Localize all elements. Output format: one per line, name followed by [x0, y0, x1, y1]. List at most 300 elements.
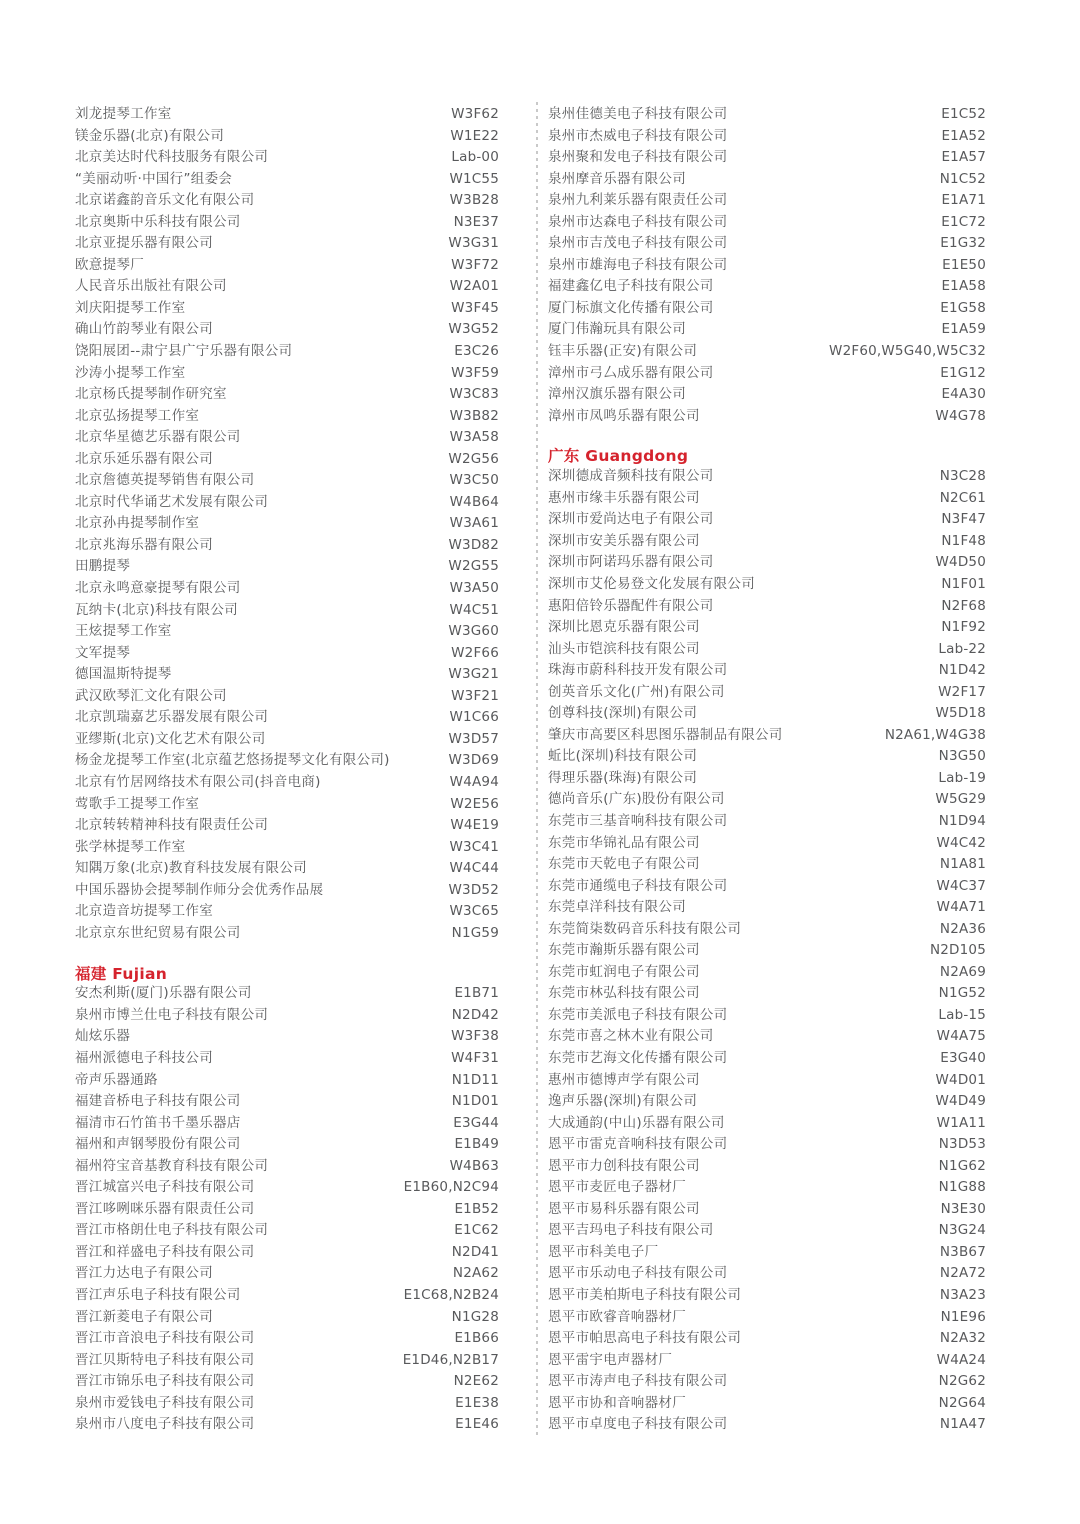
exhibitor-name: 亚缪斯(北京)文化艺术有限公司 — [75, 730, 266, 747]
exhibitor-row — [75, 233, 499, 255]
exhibitor-row — [75, 513, 499, 535]
exhibitor-name: 创英音乐文化(广州)有限公司 — [548, 683, 725, 700]
booth-code: W3D69 — [448, 752, 499, 769]
exhibitor-name: 晋江城富兴电子科技有限公司 — [75, 1179, 255, 1196]
exhibitor-row — [75, 1263, 499, 1285]
booth-code: N1G59 — [451, 924, 499, 941]
exhibitor-name: 恩平吉玛电子科技有限公司 — [548, 1222, 714, 1239]
exhibitor-name: 恩平市乐动电子科技有限公司 — [548, 1265, 728, 1282]
section-header: 广东 Guangdong — [548, 447, 689, 466]
exhibitor-row — [548, 725, 986, 747]
booth-code: N3A23 — [939, 1287, 986, 1304]
exhibitor-row — [75, 858, 499, 880]
exhibitor-name: 蚯比(深圳)科技有限公司 — [548, 748, 698, 765]
booth-code: E1B52 — [454, 1200, 499, 1217]
booth-code: E1A52 — [941, 127, 986, 144]
exhibitor-row — [548, 552, 986, 574]
booth-code: N1A47 — [939, 1416, 986, 1433]
exhibitor-name: 泉州佳德美电子科技有限公司 — [548, 106, 728, 122]
booth-code: W4F31 — [451, 1050, 499, 1067]
exhibitor-row — [548, 298, 986, 320]
exhibitor-row — [75, 363, 499, 385]
booth-code: N2D105 — [929, 942, 986, 959]
booth-code: Lab-00 — [451, 149, 499, 166]
exhibitor-name: 武汉欧琴汇文化有限公司 — [75, 687, 227, 704]
exhibitor-name: 深圳市艾伦易登文化发展有限公司 — [548, 575, 755, 592]
exhibitor-row — [75, 837, 499, 859]
exhibitor-row — [75, 729, 499, 751]
booth-code: W3C50 — [449, 472, 499, 489]
exhibitor-name: 沙涛小提琴工作室 — [75, 364, 186, 381]
exhibitor-row — [75, 1220, 499, 1242]
booth-code: N3G24 — [938, 1222, 986, 1239]
booth-code: W4A24 — [936, 1351, 986, 1368]
booth-code: W3G21 — [448, 666, 499, 683]
exhibitor-row — [75, 1048, 499, 1070]
exhibitor-row — [548, 617, 986, 639]
booth-code: E1D46,N2B17 — [402, 1351, 499, 1368]
booth-code: N2A36 — [939, 920, 986, 937]
exhibitor-row — [75, 1005, 499, 1027]
booth-code: N2A61,W4G38 — [884, 726, 986, 743]
exhibitor-row — [548, 126, 986, 148]
booth-code: N2A32 — [939, 1330, 986, 1347]
exhibitor-name: 刘龙提琴工作室 — [75, 106, 172, 122]
exhibitor-row — [75, 815, 499, 837]
exhibitor-name: 东莞市华锦礼品有限公司 — [548, 834, 700, 851]
exhibitor-row — [75, 255, 499, 277]
exhibitor-name: 北京永鸣意豪提琴有限公司 — [75, 580, 241, 597]
exhibitor-row — [75, 1070, 499, 1092]
exhibitor-row — [75, 1113, 499, 1135]
exhibitor-name: 漳州市弓厶成乐器有限公司 — [548, 364, 714, 381]
exhibitor-name: 恩平市美柏斯电子科技有限公司 — [548, 1287, 742, 1304]
booth-code: N3E37 — [453, 213, 499, 230]
exhibitor-row — [75, 621, 499, 643]
exhibitor-name: 东莞市艺海文化传播有限公司 — [548, 1050, 728, 1067]
booth-code: E1A59 — [941, 321, 986, 338]
exhibitor-row — [548, 1156, 986, 1178]
exhibitor-row — [75, 1393, 499, 1415]
exhibitor-row — [75, 1177, 499, 1199]
exhibitor-name: 深圳市安美乐器有限公司 — [548, 532, 700, 549]
exhibitor-name: 莺歌手工提琴工作室 — [75, 795, 200, 812]
exhibitor-name: 北京华星德艺乐器有限公司 — [75, 429, 241, 446]
booth-code: N1C52 — [939, 170, 986, 187]
exhibitor-row — [548, 789, 986, 811]
exhibitor-row — [75, 1371, 499, 1393]
exhibitor-row — [75, 298, 499, 320]
exhibitor-row — [75, 1156, 499, 1178]
booth-code: W3F59 — [451, 364, 499, 381]
booth-code: W4C44 — [449, 860, 499, 877]
exhibitor-row — [75, 1285, 499, 1307]
exhibitor-name: 安杰利斯(厦门)乐器有限公司 — [75, 985, 252, 1002]
exhibitor-name: 恩平市力创科技有限公司 — [548, 1157, 700, 1174]
exhibitor-name: 汕头市铠滨科技有限公司 — [548, 640, 700, 657]
exhibitor-name: 恩平市易科乐器有限公司 — [548, 1200, 700, 1217]
exhibitor-row — [548, 746, 986, 768]
exhibitor-name: 晋江市锦乐电子科技有限公司 — [75, 1373, 255, 1390]
exhibitor-name: 深圳市爱尚达电子有限公司 — [548, 511, 714, 528]
exhibitor-row — [548, 854, 986, 876]
exhibitor-name: 东莞简柒数码音乐科技有限公司 — [548, 920, 742, 937]
booth-code: N1D42 — [938, 662, 986, 679]
booth-code: E3C26 — [454, 343, 499, 360]
booth-code: W5G29 — [935, 791, 986, 808]
booth-code: W4B64 — [449, 493, 499, 510]
booth-code: N1F01 — [941, 575, 986, 592]
exhibitor-name: 北京造音坊提琴工作室 — [75, 903, 213, 920]
booth-code: N3E30 — [940, 1200, 986, 1217]
booth-code: W3C41 — [449, 838, 499, 855]
exhibitor-row — [75, 535, 499, 557]
booth-code: W3D52 — [448, 881, 499, 898]
exhibitor-row — [548, 466, 986, 488]
booth-code: W4D01 — [935, 1071, 986, 1088]
exhibitor-name: 逸声乐器(深圳)有限公司 — [548, 1093, 698, 1110]
booth-code: N2A62 — [452, 1265, 499, 1282]
exhibitor-name: 福州符宝音基教育科技有限公司 — [75, 1157, 269, 1174]
exhibitor-row — [548, 574, 986, 596]
exhibitor-name: 得理乐器(珠海)有限公司 — [548, 769, 698, 786]
exhibitor-row — [548, 768, 986, 790]
exhibitor-row — [548, 897, 986, 919]
booth-code: W4A75 — [936, 1028, 986, 1045]
booth-code: N1G28 — [451, 1308, 499, 1325]
exhibitor-row — [548, 190, 986, 212]
exhibitor-name: 漳州汉旗乐器有限公司 — [548, 386, 686, 403]
exhibitor-row — [548, 919, 986, 941]
booth-code: N1G62 — [938, 1157, 986, 1174]
booth-code: E4A30 — [941, 386, 986, 403]
booth-code: W3F21 — [451, 687, 499, 704]
exhibitor-name: 中国乐器协会提琴制作师分会优秀作品展 — [75, 881, 324, 898]
booth-code: E1A71 — [941, 192, 986, 209]
exhibitor-row — [75, 686, 499, 708]
exhibitor-name: 帝声乐器通路 — [75, 1071, 158, 1088]
exhibitor-name: 北京兆海乐器有限公司 — [75, 536, 213, 553]
exhibitor-name: 厦门标旗文化传播有限公司 — [548, 299, 714, 316]
exhibitor-row — [548, 1350, 986, 1372]
exhibitor-row — [75, 492, 499, 514]
booth-code: W3F62 — [451, 106, 499, 122]
exhibitor-name: 晋江声乐电子科技有限公司 — [75, 1287, 241, 1304]
exhibitor-name: 北京转转精神科技有限责任公司 — [75, 817, 269, 834]
exhibitor-row — [75, 126, 499, 148]
exhibitor-row — [548, 1134, 986, 1156]
exhibitor-name: 东莞市喜之林木业有限公司 — [548, 1028, 714, 1045]
exhibitor-name: 泉州市雄海电子科技有限公司 — [548, 256, 728, 273]
exhibitor-row — [548, 509, 986, 531]
booth-code: N2A72 — [939, 1265, 986, 1282]
exhibitor-name: 北京时代华诵艺术发展有限公司 — [75, 493, 269, 510]
booth-code: W3A58 — [449, 429, 499, 446]
booth-code: E1B60,N2C94 — [403, 1179, 499, 1196]
exhibitor-name: 创尊科技(深圳)有限公司 — [548, 705, 698, 722]
booth-code: E1B66 — [454, 1330, 499, 1347]
booth-code: N3C28 — [939, 468, 986, 485]
exhibitor-row — [548, 384, 986, 406]
exhibitor-row — [75, 212, 499, 234]
booth-code: W4C37 — [936, 877, 986, 894]
exhibitor-row — [75, 1026, 499, 1048]
booth-code: Lab-19 — [938, 769, 986, 786]
exhibitor-name: 深圳市阿诺玛乐器有限公司 — [548, 554, 714, 571]
exhibitor-row — [548, 1113, 986, 1135]
exhibitor-name: 深圳比恩克乐器有限公司 — [548, 619, 700, 636]
booth-code: W3A61 — [449, 515, 499, 532]
exhibitor-name: 北京美达时代科技服务有限公司 — [75, 149, 269, 166]
exhibitor-name: 北京孙冉提琴制作室 — [75, 515, 200, 532]
exhibitor-row — [75, 578, 499, 600]
booth-code: W4C51 — [449, 601, 499, 618]
exhibitor-row — [75, 406, 499, 428]
booth-code: N1D01 — [451, 1093, 499, 1110]
exhibitor-name: 张学林提琴工作室 — [75, 838, 186, 855]
booth-code: W2E56 — [450, 795, 499, 812]
exhibitor-name: 北京京东世纪贸易有限公司 — [75, 924, 241, 941]
exhibitor-row — [548, 169, 986, 191]
booth-code: Lab-22 — [938, 640, 986, 657]
booth-code: N1A81 — [939, 856, 986, 873]
exhibitor-name: 惠阳倍铃乐器配件有限公司 — [548, 597, 714, 614]
booth-code: Lab-15 — [938, 1006, 986, 1023]
exhibitor-name: 恩平市涛声电子科技有限公司 — [548, 1373, 728, 1390]
booth-code: W1C66 — [449, 709, 499, 726]
exhibitor-name: 东莞市天乾电子有限公司 — [548, 856, 700, 873]
booth-code: E1A58 — [941, 278, 986, 295]
exhibitor-row — [548, 147, 986, 169]
exhibitor-name: 北京诺鑫韵音乐文化有限公司 — [75, 192, 255, 209]
exhibitor-row — [548, 1177, 986, 1199]
booth-code: W1A11 — [936, 1114, 986, 1131]
exhibitor-row — [548, 1371, 986, 1393]
exhibitor-row — [548, 1328, 986, 1350]
exhibitor-name: 杨金龙提琴工作室(北京蕴艺悠扬提琴文化有限公司) — [75, 752, 390, 769]
booth-code: W5D18 — [935, 705, 986, 722]
exhibitor-column-right — [548, 104, 986, 1436]
exhibitor-row — [548, 1242, 986, 1264]
exhibitor-name: 北京杨氏提琴制作研究室 — [75, 386, 227, 403]
exhibitor-name: 东莞市虹润电子有限公司 — [548, 963, 700, 980]
booth-code: W1E22 — [450, 127, 499, 144]
exhibitor-row — [548, 962, 986, 984]
exhibitor-name: 德国温斯特提琴 — [75, 666, 172, 683]
exhibitor-name: 北京乐延乐器有限公司 — [75, 450, 213, 467]
exhibitor-name: 晋江力达电子有限公司 — [75, 1265, 213, 1282]
booth-code: W4D49 — [935, 1093, 986, 1110]
exhibitor-row — [548, 255, 986, 277]
exhibitor-row — [75, 341, 499, 363]
exhibitor-row — [75, 1091, 499, 1113]
exhibitor-row — [75, 901, 499, 923]
booth-code: W4B63 — [449, 1157, 499, 1174]
exhibitor-row — [548, 811, 986, 833]
exhibitor-name: 福州和声钢琴股份有限公司 — [75, 1136, 241, 1153]
exhibitor-row — [75, 556, 499, 578]
exhibitor-name: 泉州市杰威电子科技有限公司 — [548, 127, 728, 144]
exhibitor-name: 恩平市欧睿音响器材厂 — [548, 1308, 686, 1325]
booth-code: E1A57 — [941, 149, 986, 166]
exhibitor-name: 厦门伟瀚玩具有限公司 — [548, 321, 686, 338]
exhibitor-name: 珠海市蔚科科技开发有限公司 — [548, 662, 728, 679]
exhibitor-name: 深圳德成音频科技有限公司 — [548, 468, 714, 485]
booth-code: N1D94 — [938, 813, 986, 829]
exhibitor-row — [548, 406, 986, 428]
exhibitor-name: 泉州摩音乐器有限公司 — [548, 170, 686, 187]
exhibitor-name: 泉州市达森电子科技有限公司 — [548, 213, 728, 230]
exhibitor-name: 惠州市德博声学有限公司 — [548, 1071, 700, 1088]
exhibitor-name: 北京詹德英提琴销售有限公司 — [75, 472, 255, 489]
booth-code: E1C62 — [454, 1222, 499, 1239]
exhibitor-row — [75, 707, 499, 729]
exhibitor-name: 文军提琴 — [75, 644, 131, 661]
booth-code: E1E50 — [942, 256, 986, 273]
exhibitor-row — [75, 983, 499, 1005]
booth-code: W3D82 — [448, 536, 499, 553]
exhibitor-name: 北京有竹居网络技术有限公司(抖音电商) — [75, 773, 321, 790]
exhibitor-name: 晋江哆咧咪乐器有限责任公司 — [75, 1200, 255, 1217]
booth-code: N1F48 — [941, 532, 986, 549]
booth-code: N1F92 — [941, 619, 986, 636]
booth-code: N2G64 — [938, 1394, 986, 1411]
booth-code: E3G44 — [453, 1114, 499, 1131]
exhibitor-row — [75, 600, 499, 622]
exhibitor-row — [548, 104, 986, 126]
booth-code: E1B49 — [454, 1136, 499, 1153]
exhibitor-name: 北京凯瑞嘉艺乐器发展有限公司 — [75, 709, 269, 726]
exhibitor-row — [75, 1134, 499, 1156]
booth-code: N1G52 — [938, 985, 986, 1002]
booth-code: W1C55 — [449, 170, 499, 187]
exhibitor-row — [548, 940, 986, 962]
booth-code: W3G60 — [448, 623, 499, 640]
exhibitor-row — [75, 880, 499, 902]
exhibitor-row — [75, 1242, 499, 1264]
exhibitor-row — [75, 643, 499, 665]
exhibitor-name: 恩平市卓度电子科技有限公司 — [548, 1416, 728, 1433]
exhibitor-row — [548, 1199, 986, 1221]
exhibitor-row — [548, 682, 986, 704]
exhibitor-row — [548, 1263, 986, 1285]
exhibitor-row — [548, 1307, 986, 1329]
exhibitor-name: 钰丰乐器(正安)有限公司 — [548, 343, 698, 360]
booth-code: W4G78 — [935, 407, 986, 424]
exhibitor-row — [548, 531, 986, 553]
booth-code: W3F45 — [451, 299, 499, 316]
exhibitor-name: “美丽动听·中国行”组委会 — [75, 170, 233, 187]
booth-code: E1G58 — [940, 299, 986, 316]
exhibitor-name: 恩平雷宇电声器材厂 — [548, 1351, 673, 1368]
section-header: 福建 Fujian — [75, 964, 168, 983]
exhibitor-name: 灿炫乐器 — [75, 1028, 131, 1045]
booth-code: W4A71 — [936, 899, 986, 916]
exhibitor-name: 东莞市瀚斯乐器有限公司 — [548, 942, 700, 959]
exhibitor-name: 福建音桥电子科技有限公司 — [75, 1093, 241, 1110]
exhibitor-name: 东莞市林弘科技有限公司 — [548, 985, 700, 1002]
booth-code: N1D11 — [451, 1071, 499, 1088]
booth-code: W3F38 — [451, 1028, 499, 1045]
exhibitor-name: 北京亚提乐器有限公司 — [75, 235, 213, 252]
exhibitor-row — [548, 341, 986, 363]
exhibitor-name: 东莞市三基音响科技有限公司 — [548, 813, 728, 829]
exhibitor-row — [548, 596, 986, 618]
booth-code: E1C72 — [941, 213, 986, 230]
exhibitor-name: 泉州市八度电子科技有限公司 — [75, 1416, 255, 1433]
exhibitor-name: 恩平市麦匠电子器材厂 — [548, 1179, 686, 1196]
booth-code: E1G32 — [940, 235, 986, 252]
exhibitor-row — [75, 1414, 499, 1436]
exhibitor-name: 东莞市通缆电子科技有限公司 — [548, 877, 728, 894]
booth-code: N2E62 — [453, 1373, 499, 1390]
booth-code: E1E46 — [455, 1416, 499, 1433]
exhibitor-row — [548, 1414, 986, 1436]
exhibitor-row — [548, 1091, 986, 1113]
exhibitor-name: 镁金乐器(北京)有限公司 — [75, 127, 225, 144]
booth-code: N3G50 — [938, 748, 986, 765]
column-divider — [536, 102, 538, 1438]
exhibitor-name: 泉州九利莱乐器有限责任公司 — [548, 192, 728, 209]
exhibitor-name: 晋江新菱电子有限公司 — [75, 1308, 213, 1325]
exhibitor-row — [75, 427, 499, 449]
exhibitor-name: 北京弘扬提琴工作室 — [75, 407, 200, 424]
exhibitor-row — [75, 750, 499, 772]
exhibitor-name: 瓦纳卡(北京)科技有限公司 — [75, 601, 238, 618]
exhibitor-name: 漳州市凤鸣乐器有限公司 — [548, 407, 700, 424]
exhibitor-row — [75, 664, 499, 686]
exhibitor-name: 晋江市格朗仕电子科技有限公司 — [75, 1222, 269, 1239]
booth-code: E1C68,N2B24 — [403, 1287, 499, 1304]
exhibitor-name: 大成通韵(中山)乐器有限公司 — [548, 1114, 725, 1131]
exhibitor-name: 人民音乐出版社有限公司 — [75, 278, 227, 295]
booth-code: W3D57 — [448, 730, 499, 747]
exhibitor-name: 饶阳展团--肃宁县广宁乐器有限公司 — [75, 343, 293, 360]
exhibitor-row — [548, 319, 986, 341]
exhibitor-name: 恩平市协和音响器材厂 — [548, 1394, 686, 1411]
exhibitor-row — [75, 190, 499, 212]
exhibitor-row — [75, 772, 499, 794]
booth-code: E1B71 — [454, 985, 499, 1002]
exhibitor-row — [548, 1393, 986, 1415]
exhibitor-row — [75, 147, 499, 169]
exhibitor-name: 恩平市科美电子厂 — [548, 1243, 659, 1260]
exhibitor-name: 田鹏提琴 — [75, 558, 131, 575]
exhibitor-row — [75, 276, 499, 298]
booth-code: W3F72 — [451, 256, 499, 273]
exhibitor-name: 福建鑫亿电子科技有限公司 — [548, 278, 714, 295]
exhibitor-row — [548, 876, 986, 898]
exhibitor-row — [548, 233, 986, 255]
exhibitor-name: 欧意提琴厂 — [75, 256, 144, 273]
exhibitor-name: 晋江市音浪电子科技有限公司 — [75, 1330, 255, 1347]
exhibitor-name: 王炫提琴工作室 — [75, 623, 172, 640]
exhibitor-row — [75, 104, 499, 126]
exhibitor-row — [75, 169, 499, 191]
booth-code: N3B67 — [939, 1243, 986, 1260]
booth-code: W3B28 — [449, 192, 499, 209]
booth-code: W2F60,W5G40,W5C32 — [829, 343, 986, 360]
exhibitor-name: 东莞市美派电子科技有限公司 — [548, 1006, 728, 1023]
exhibitor-row — [548, 1285, 986, 1307]
booth-code: E3G40 — [940, 1050, 986, 1067]
exhibitor-row — [548, 639, 986, 661]
exhibitor-name: 恩平市雷克音响科技有限公司 — [548, 1136, 728, 1153]
exhibitor-row — [548, 363, 986, 385]
exhibitor-row — [75, 449, 499, 471]
exhibitor-row — [548, 833, 986, 855]
booth-code: W3G52 — [448, 321, 499, 338]
